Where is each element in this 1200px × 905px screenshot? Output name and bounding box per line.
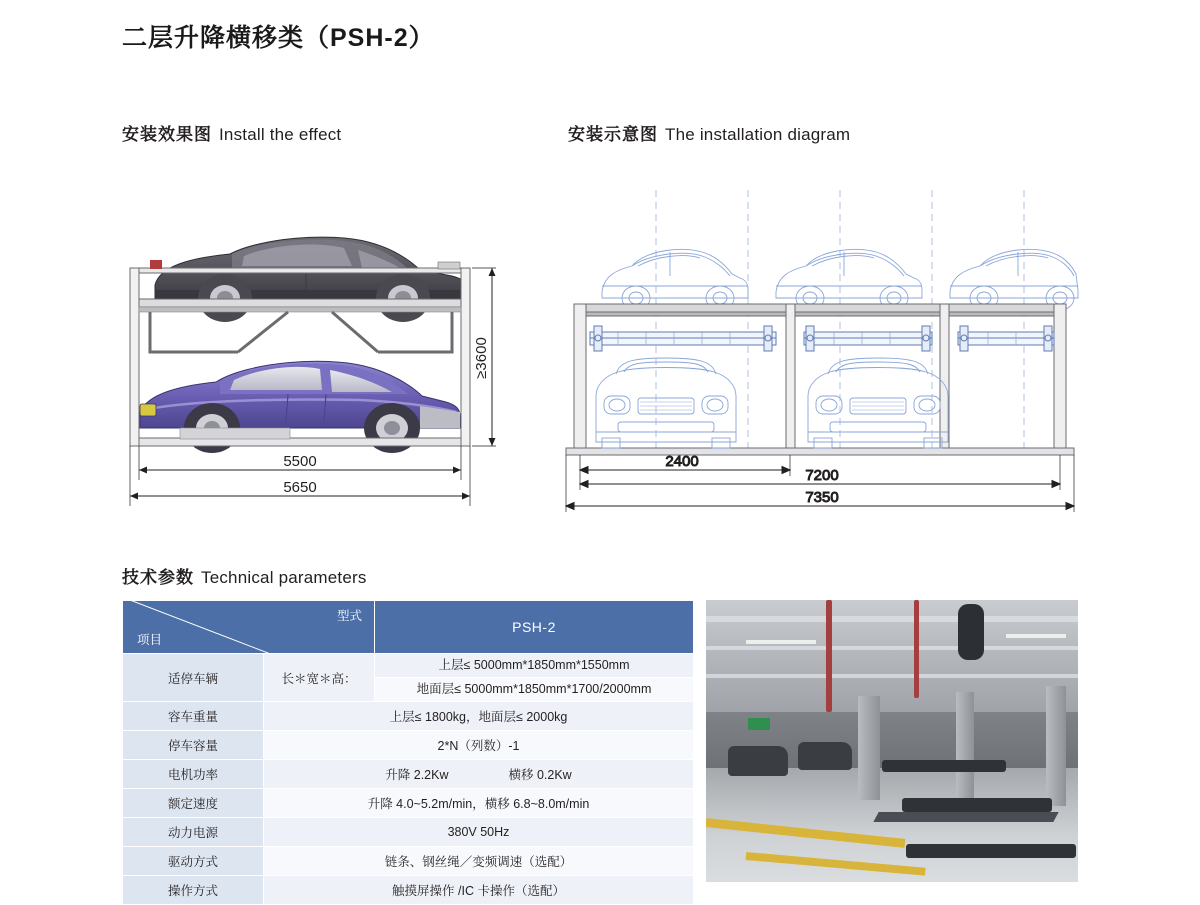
motor-power-lift: 升降 2.2Kw xyxy=(385,768,449,782)
photo-ceiling-beam xyxy=(706,616,1078,622)
row-label-motor-power: 电机功率 xyxy=(123,760,264,789)
row-value-vehicle xyxy=(375,654,694,702)
dimension-height xyxy=(472,268,496,446)
vehicle-ground-size: 地面层≤ 5000mm*1850mm*1700/2000mm xyxy=(375,677,693,701)
upper-car-3 xyxy=(950,249,1078,310)
photo-pillar xyxy=(858,696,880,800)
photo-parked-car xyxy=(728,746,788,776)
photo-lift-platform xyxy=(906,844,1076,858)
heading-install-effect xyxy=(122,120,341,145)
upper-car-2 xyxy=(776,249,922,310)
photo-pillar xyxy=(1046,686,1066,806)
dimension-bay-label: 2400 xyxy=(665,453,699,470)
vehicle-upper-size: 上层≤ 5000mm*1850mm*1550mm xyxy=(375,654,693,677)
row-value-capacity: 2*N（列数）-1 xyxy=(264,731,694,760)
page-title: 二层升降横移类（PSH-2） xyxy=(122,24,435,52)
photo-exit-sign xyxy=(748,718,770,730)
photo-duct xyxy=(958,604,984,660)
table-row xyxy=(123,702,694,731)
dimension-diagram-inner xyxy=(580,455,1060,490)
photo-lift-platform xyxy=(882,760,1006,772)
photo-light xyxy=(1006,634,1066,638)
header-model: PSH-2 xyxy=(375,601,694,654)
dimension-height-label: ≥3600 xyxy=(473,337,490,379)
photo-pillar xyxy=(956,692,974,802)
lower-car-2 xyxy=(808,358,948,448)
upper-car-1 xyxy=(602,249,748,310)
photo-pipe xyxy=(914,600,919,698)
install-effect-drawing xyxy=(120,180,540,520)
row-label-weight: 容车重量 xyxy=(123,702,264,731)
row-label-rated-speed: 额定速度 xyxy=(123,789,264,818)
dimension-diagram-inner-label: 7200 xyxy=(805,467,839,484)
table-row xyxy=(123,654,694,702)
heading-tech-params xyxy=(122,563,367,588)
heading-install-effect-en: Install the effect xyxy=(219,125,342,144)
row-label-vehicle: 适停车辆 xyxy=(123,654,264,702)
row-sublabel-dimensions: 长＊宽＊高： xyxy=(264,654,375,702)
table-row xyxy=(123,847,694,876)
photo-ramp xyxy=(873,812,1058,822)
row-label-capacity: 停车容量 xyxy=(123,731,264,760)
row-value-power-supply: 380V 50Hz xyxy=(264,818,694,847)
photo-light xyxy=(746,640,816,644)
installation-photo xyxy=(706,600,1078,882)
installation-diagram-drawing xyxy=(560,180,1080,520)
heading-install-diagram-en: The installation diagram xyxy=(665,125,851,144)
row-value-drive-mode: 链条、钢丝绳／变频调速（选配） xyxy=(264,847,694,876)
row-label-drive-mode: 驱动方式 xyxy=(123,847,264,876)
row-label-power-supply: 动力电源 xyxy=(123,818,264,847)
motor-power-shift: 横移 0.2Kw xyxy=(508,768,572,782)
table-row xyxy=(123,731,694,760)
photo-ceiling-beam xyxy=(706,674,1078,678)
header-item-label: 项目 xyxy=(137,633,163,647)
row-value-rated-speed: 升降 4.0~5.2m/min，横移 6.8~8.0m/min xyxy=(264,789,694,818)
table-header-row xyxy=(123,601,694,654)
dimension-diagram-outer-label: 7350 xyxy=(805,489,839,506)
table-row xyxy=(123,789,694,818)
heading-tech-params-cn: 技术参数 xyxy=(122,568,194,587)
heading-tech-params-en: Technical parameters xyxy=(201,568,367,587)
dimension-width-inner-label: 5500 xyxy=(283,453,317,470)
row-label-operation-mode: 操作方式 xyxy=(123,876,264,905)
dimension-bay xyxy=(580,453,790,476)
lower-car-1 xyxy=(596,358,736,448)
heading-install-diagram xyxy=(568,120,850,145)
header-type-label: 型式 xyxy=(336,609,362,623)
technical-parameters-table xyxy=(122,600,694,905)
dimension-width-inner xyxy=(139,446,461,480)
row-value-operation-mode: 触摸屏操作 /IC 卡操作（选配） xyxy=(264,876,694,905)
photo-pipe xyxy=(826,600,832,712)
row-value-weight: 上层≤ 1800kg，地面层≤ 2000kg xyxy=(264,702,694,731)
table-header-corner xyxy=(123,601,375,654)
table-row xyxy=(123,876,694,905)
photo-ceiling-beam xyxy=(706,646,1078,650)
heading-install-effect-cn: 安装效果图 xyxy=(122,125,212,144)
heading-install-diagram-cn: 安装示意图 xyxy=(568,125,658,144)
photo-lift-platform xyxy=(902,798,1052,812)
table-row xyxy=(123,818,694,847)
table-row xyxy=(123,760,694,789)
row-value-motor-power xyxy=(264,760,694,789)
dimension-width-outer-label: 5650 xyxy=(283,479,317,496)
photo-parked-car xyxy=(798,742,852,770)
